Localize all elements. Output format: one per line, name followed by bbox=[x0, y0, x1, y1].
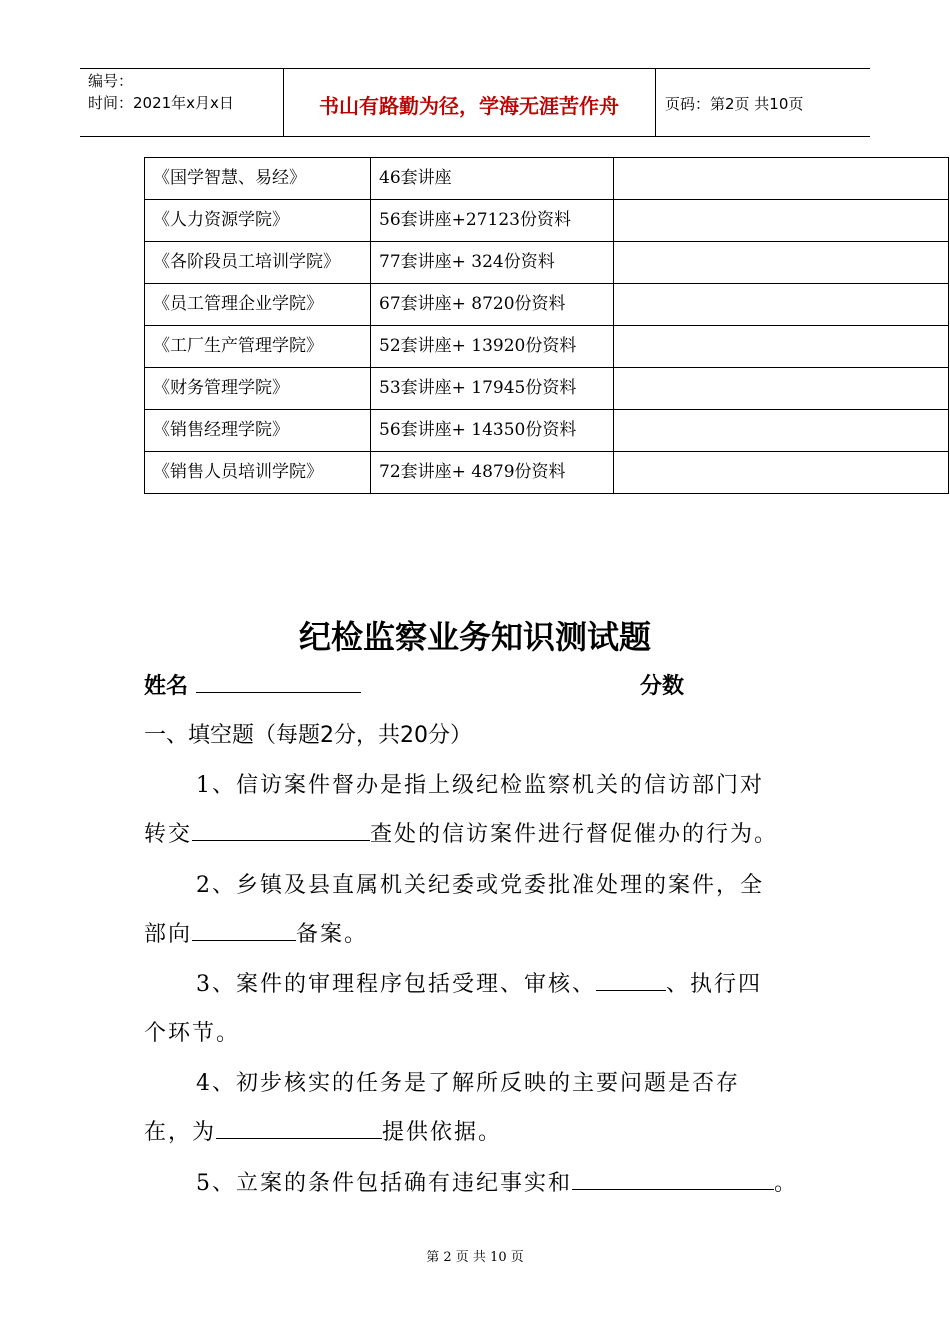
page-footer: 第 2 页 共 10 页 bbox=[426, 1250, 524, 1265]
question-5-blank[interactable] bbox=[572, 1171, 774, 1190]
question-2-line-1: 2、乡镇及县直属机关纪委或党委批准处理的案件，全 bbox=[196, 873, 764, 898]
header-meta bbox=[88, 70, 234, 114]
question-5-suffix: 。 bbox=[774, 1171, 799, 1196]
name-blank[interactable] bbox=[196, 692, 361, 693]
question-3-line-2: 个环节。 bbox=[144, 1021, 241, 1046]
question-1-blank[interactable] bbox=[192, 822, 370, 841]
table-cell-note bbox=[614, 242, 949, 284]
table-cell-note bbox=[614, 284, 949, 326]
question-1-line-2 bbox=[144, 817, 778, 848]
question-3-blank[interactable] bbox=[596, 972, 666, 991]
table-cell-note bbox=[614, 368, 949, 410]
question-3-suffix: 、执行四 bbox=[666, 972, 763, 997]
header-code-label: 编号： bbox=[88, 72, 134, 90]
score-label: 分数 bbox=[640, 673, 685, 699]
question-2-prefix: 部向 bbox=[144, 922, 193, 947]
exam-title: 纪检监察业务知识测试题 bbox=[298, 618, 651, 656]
question-4-line-1: 4、初步核实的任务是了解所反映的主要问题是否存 bbox=[196, 1071, 740, 1096]
table-cell-name: 《国学智慧、易经》 bbox=[145, 158, 371, 200]
header-divider-right bbox=[655, 68, 656, 136]
question-1-suffix: 查处的信访案件进行督促催办的行为。 bbox=[370, 822, 779, 847]
table-cell-note bbox=[614, 158, 949, 200]
table-row bbox=[145, 452, 949, 494]
question-4-line-2 bbox=[144, 1115, 502, 1146]
question-4-prefix: 在，为 bbox=[144, 1120, 217, 1145]
table-row bbox=[145, 158, 949, 200]
table-cell-content: 67套讲座+ 8720份资料 bbox=[371, 284, 614, 326]
question-3-prefix: 3、案件的审理程序包括受理、审核、 bbox=[196, 972, 596, 997]
table-cell-name: 《人力资源学院》 bbox=[145, 200, 371, 242]
header-bottom-rule bbox=[80, 136, 870, 137]
question-4-suffix: 提供依据。 bbox=[382, 1120, 503, 1145]
table-cell-note bbox=[614, 410, 949, 452]
table-row bbox=[145, 200, 949, 242]
table-cell-content: 56套讲座+27123份资料 bbox=[371, 200, 614, 242]
table-cell-note bbox=[614, 452, 949, 494]
table-row bbox=[145, 284, 949, 326]
table-row bbox=[145, 242, 949, 284]
table-cell-note bbox=[614, 200, 949, 242]
table-cell-name: 《工厂生产管理学院》 bbox=[145, 326, 371, 368]
table-cell-content: 56套讲座+ 14350份资料 bbox=[371, 410, 614, 452]
table-cell-name: 《销售经理学院》 bbox=[145, 410, 371, 452]
table-row bbox=[145, 410, 949, 452]
question-1-line-1: 1、信访案件督办是指上级纪检监察机关的信访部门对 bbox=[196, 773, 764, 798]
table-cell-name: 《财务管理学院》 bbox=[145, 368, 371, 410]
table-cell-content: 52套讲座+ 13920份资料 bbox=[371, 326, 614, 368]
table-cell-name: 《销售人员培训学院》 bbox=[145, 452, 371, 494]
table-cell-note bbox=[614, 326, 949, 368]
question-2-suffix: 备案。 bbox=[296, 922, 369, 947]
question-2-blank[interactable] bbox=[192, 922, 296, 941]
header-date-label: 时间：2021年x月x日 bbox=[88, 94, 234, 112]
table-cell-name: 《各阶段员工培训学院》 bbox=[145, 242, 371, 284]
table-row bbox=[145, 368, 949, 410]
question-5-prefix: 5、立案的条件包括确有违纪事实和 bbox=[196, 1171, 572, 1196]
question-4-blank[interactable] bbox=[216, 1120, 382, 1139]
header-page-info: 页码：第2页 共10页 bbox=[665, 95, 804, 113]
table-row bbox=[145, 326, 949, 368]
table-cell-content: 77套讲座+ 324份资料 bbox=[371, 242, 614, 284]
question-1-prefix: 转交 bbox=[144, 822, 193, 847]
section-title: 一、填空题（每题2分，共20分） bbox=[144, 723, 472, 748]
resource-table bbox=[144, 157, 949, 494]
name-label: 姓名 bbox=[144, 673, 189, 699]
question-3-line-1 bbox=[196, 967, 762, 998]
header-top-rule bbox=[80, 68, 870, 69]
table-cell-content: 72套讲座+ 4879份资料 bbox=[371, 452, 614, 494]
table-cell-content: 46套讲座 bbox=[371, 158, 614, 200]
question-5-line-1 bbox=[196, 1166, 798, 1197]
question-2-line-2 bbox=[144, 917, 368, 948]
header-motto: 书山有路勤为径，学海无涯苦作舟 bbox=[319, 94, 619, 118]
table-cell-content: 53套讲座+ 17945份资料 bbox=[371, 368, 614, 410]
table-cell-name: 《员工管理企业学院》 bbox=[145, 284, 371, 326]
